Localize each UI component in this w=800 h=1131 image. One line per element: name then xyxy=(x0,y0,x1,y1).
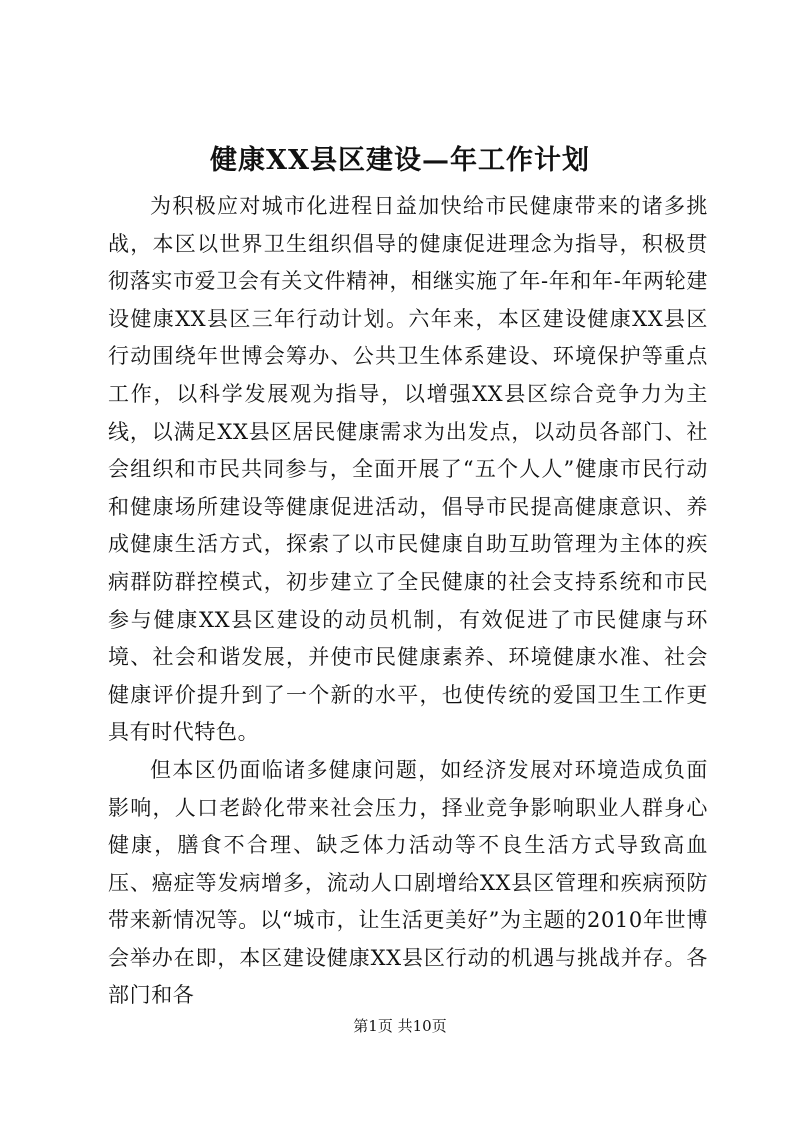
document-body xyxy=(108,188,708,1015)
document-title: 健康XX县区建设—年工作计划 xyxy=(210,145,590,176)
body-paragraph-1: 为积极应对城市化进程日益加快给市民健康带来的诸多挑战，本区以世界卫生组织倡导的健康促进理念为指导，积极贯彻落实市爱卫会有关文件精神，相继实施了年-年和年-年两轮建设健康XX县区三年行动计划。六年来，本区建设健康XX县区行动围绕年世博会筹办、公共卫生体系建设、环境保护等重点工作，以科学发展观为指导，以增强XX县区综合竞争力为主线，以满足XX县区居民健康需求为出发点，以动员各部门、社会组织和市民共同参与，全面开展了“五个人人”健康市民行动和健康场所建设等健康促进活动，倡导市民提高健康意识、养成健康生活方式，探索了以市民健康自助互助管理为主体的疾病群防群控模式，初步建立了全民健康的社会支持系统和市民参与健康XX县区建设的动员机制，有效促进了市民健康与环境、社会和谐发展，并使市民健康素养、环境健康水准、社会健康评价提升到了一个新的水平，也使传统的爱国卫生工作更具有时代特色。 xyxy=(108,194,708,745)
page-footer: 第1页 共10页 xyxy=(353,1017,447,1035)
body-paragraph-2: 但本区仍面临诸多健康问题，如经济发展对环境造成负面影响，人口老龄化带来社会压力，择业竞争影响职业人群身心健康，膳食不合理、缺乏体力活动等不良生活方式导致高血压、癌症等发病增多，流动人口剧增给XX县区管理和疾病预防带来新情况等。以“城市，让生活更美好”为主题的2010年世博会举办在即，本区建设健康XX县区行动的机遇与挑战并存。各部门和各 xyxy=(108,757,708,1008)
